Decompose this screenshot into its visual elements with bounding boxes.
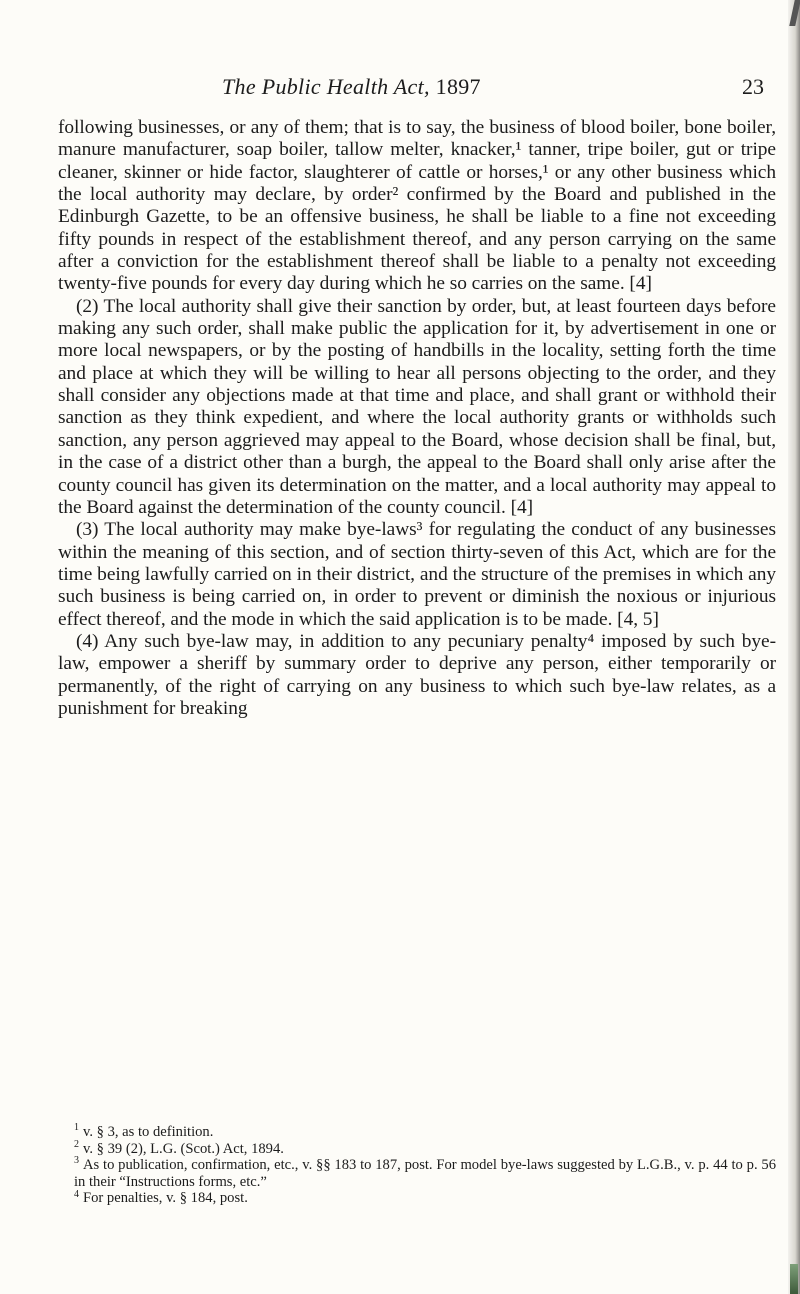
footnote-2 <box>74 1138 776 1158</box>
footnote-3 <box>74 1157 776 1190</box>
paragraph-1: following businesses, or any of them; that is to say, the business of blood boiler, bone boiler, manure manufacturer, soap boiler, tallow melter, knacker,¹ tanner, tripe boiler, gut or tripe cleaner, skinner or hide factor, slaughterer of cattle or horses,¹ or any other business which the local authority may declare, by order² confirmed by the Board and published in the Edinburgh Gazette, to be an offensive business, he shall be liable to a fine not exceeding fifty pounds in respect of the establishment thereof, and any person carrying on the same after a conviction for the establishment thereof shall be liable to a penalty not exceeding twenty-five pounds for every day during which he so carries on the same. [4] <box>58 117 776 295</box>
footnote-text: As to publication, confirmation, etc., v. §§ 183 to 187, post. For model bye-laws suggested by L.G.B., v. p. 44 to p. 56 in their “Instructions forms, etc.” <box>74 1157 776 1190</box>
header-title <box>222 74 481 100</box>
page-number: 23 <box>742 74 764 99</box>
body-text <box>58 117 776 720</box>
footnote-text: v. § 39 (2), L.G. (Scot.) Act, 1894. <box>83 1140 284 1157</box>
page-edge-mark-top <box>789 0 800 26</box>
paragraph-3: (3) The local authority may make bye-laws³ for regulating the conduct of any businesses within the meaning of this section, and of section thirty-seven of this Act, which are for the time being lawfully carried on in their district, and the structure of the premises in which any such business is being carried on, in order to prevent or diminish the noxious or injurious effect thereof, and the mode in which the said application is to be made. [4, 5] <box>58 519 776 630</box>
page-edge-mark-bottom <box>790 1264 798 1294</box>
footnote-marker: 1 <box>74 1122 79 1134</box>
running-header <box>0 74 800 108</box>
footnote-text: v. § 3, as to definition. <box>83 1124 214 1140</box>
footnote-text: For penalties, v. § 184, post. <box>83 1190 248 1207</box>
footnote-1 <box>74 1124 776 1141</box>
header-year: 1897 <box>435 74 481 99</box>
footnote-marker: 2 <box>74 1138 79 1150</box>
header-title-text: The Public Health Act, <box>222 74 430 99</box>
footnote-marker: 3 <box>74 1155 79 1167</box>
paragraph-2: (2) The local authority shall give their sanction by order, but, at least fourteen days before making any such order, shall make public the application for it, by advertisement in one or more local newspapers, or by the posting of handbills in the locality, setting forth the time and place at which they will be willing to hear all persons objecting to the order, and they shall consider any objections made at that time and place, and shall grant or withhold their sanction as they think expedient, and where the local authority grants or withholds such sanction, any person aggrieved may appeal to the Board, whose decision shall be final, but, in the case of a district other than a burgh, the appeal to the Board shall only arise after the county council has given its determination on the matter, and a local authority may appeal to the Board against the determination of the county council. [4] <box>58 295 776 518</box>
footnote-marker: 4 <box>74 1188 79 1200</box>
footnotes <box>74 1124 776 1207</box>
page-edge <box>788 0 800 1294</box>
paragraph-4: (4) Any such bye-law may, in addition to any pecuniary penalty⁴ imposed by such bye-law, empower a sheriff by summary order to deprive any person, either temporarily or permanently, of the right of carrying on any business to which such bye-law relates, as a punishment for breaking <box>58 630 776 719</box>
footnote-4 <box>74 1190 776 1207</box>
